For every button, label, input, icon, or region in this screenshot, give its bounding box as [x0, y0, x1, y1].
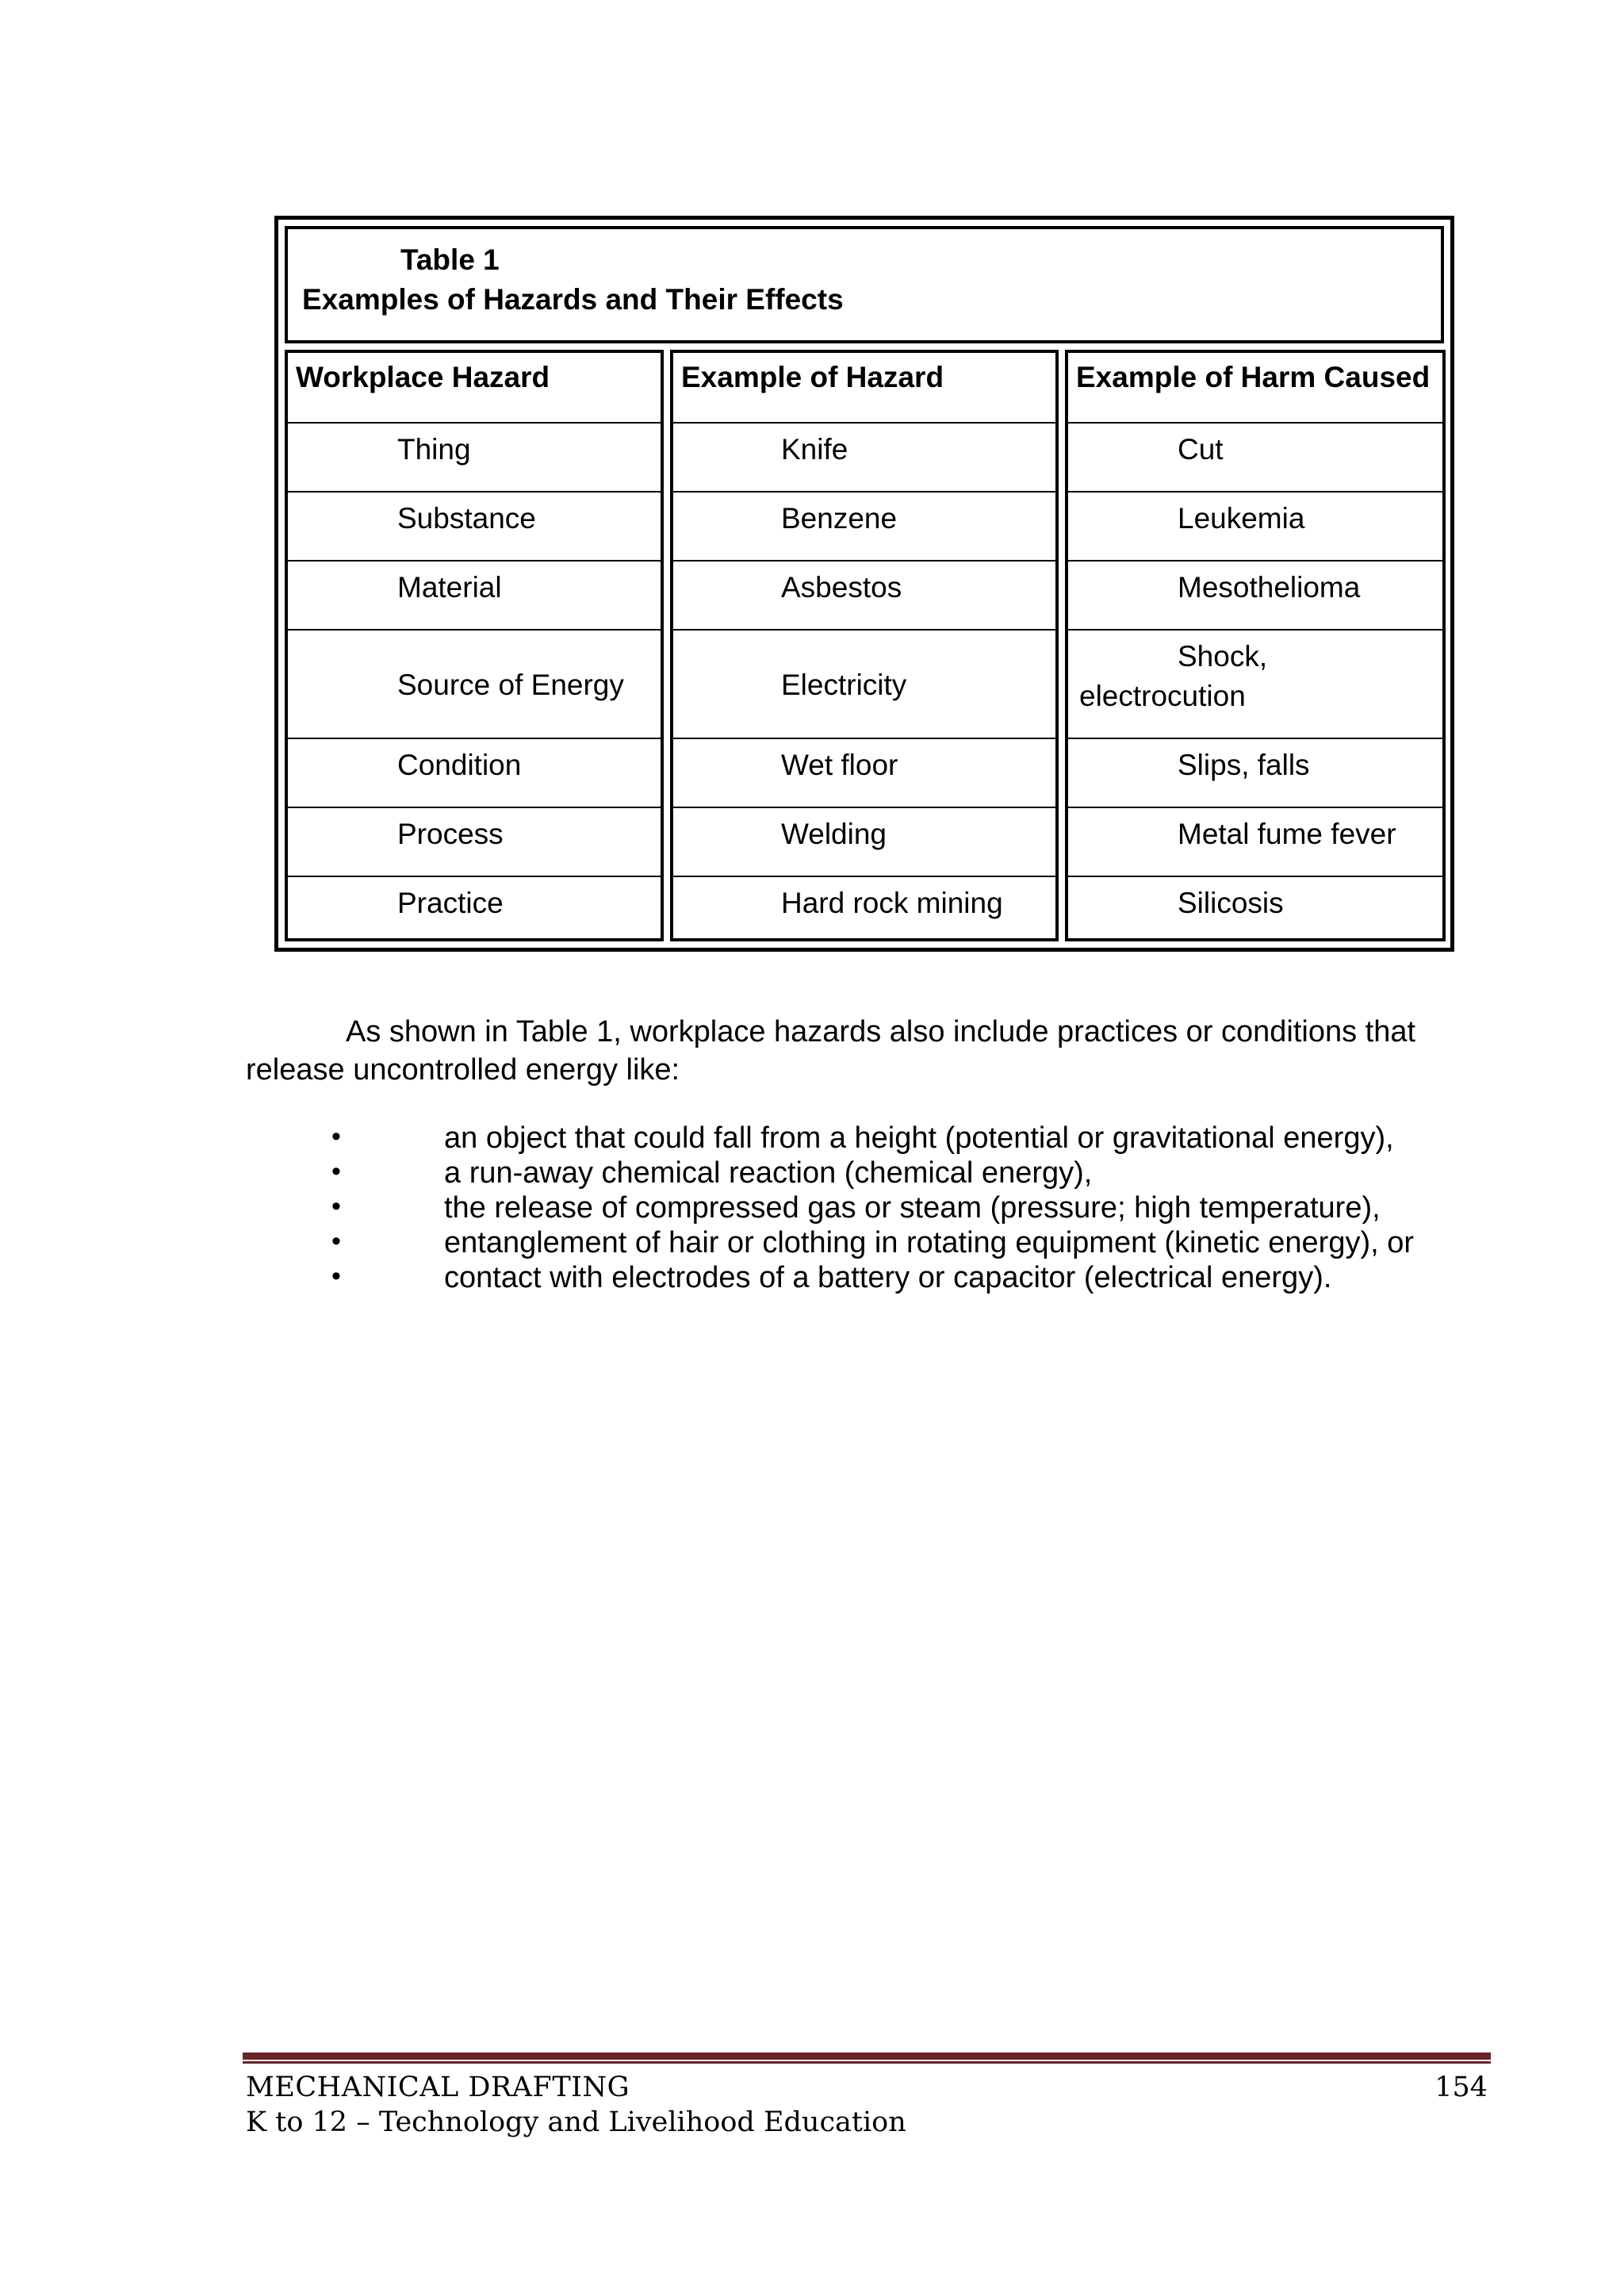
table-header-cell: Example of Hazard — [673, 353, 1055, 424]
table-number: Table 1 — [400, 243, 500, 276]
column-example-of-hazard — [670, 350, 1059, 941]
column-workplace-hazard — [285, 350, 664, 941]
table-cell: Material — [288, 562, 661, 631]
table-cell — [1068, 631, 1442, 739]
footer-rule — [243, 2053, 1491, 2064]
table-cell: Hard rock mining — [781, 887, 1003, 919]
table-cell: Wet floor — [673, 739, 1055, 808]
table-cell: Thing — [288, 424, 661, 493]
table-cell: Slips, falls — [1068, 739, 1442, 808]
table-cell: Knife — [673, 424, 1055, 493]
table-title: Examples of Hazards and Their Effects — [302, 283, 844, 316]
table-cell: Process — [288, 808, 661, 877]
table-cell: Source of Energy — [288, 631, 661, 739]
table-header-cell: Workplace Hazard — [288, 353, 661, 424]
column-example-of-harm — [1065, 350, 1446, 941]
paragraph-line-1: As shown in Table 1, workplace hazards also include practices or conditions that — [346, 1015, 1416, 1048]
table-cell: Condition — [288, 739, 661, 808]
paragraph-line-2: release uncontrolled energy like: — [246, 1053, 680, 1087]
footer-rule-thick — [243, 2053, 1491, 2060]
bullet-icon: • — [331, 1121, 341, 1152]
table-cell: Asbestos — [673, 562, 1055, 631]
footer-rule-thin — [243, 2061, 1491, 2064]
wrapped-cell-line2: electrocution — [1079, 680, 1246, 712]
table-cell: Substance — [288, 493, 661, 562]
table-cell: Mesothelioma — [1068, 562, 1442, 631]
table-cell: Metal fume fever — [1068, 808, 1442, 877]
table-header-cell: Example of Harm Caused — [1068, 353, 1442, 424]
table-cell: Cut — [1068, 424, 1442, 493]
footer-title: MECHANICAL DRAFTING — [246, 2072, 630, 2103]
table-cell: Benzene — [673, 493, 1055, 562]
bullet-icon: • — [331, 1226, 341, 1256]
bullet-icon: • — [331, 1261, 341, 1291]
table-cell: Leukemia — [1068, 493, 1442, 562]
table-cell: Electricity — [673, 631, 1055, 739]
page-number: 154 — [1434, 2072, 1488, 2103]
bullet-icon: • — [331, 1191, 341, 1221]
table-cell: Welding — [673, 808, 1055, 877]
bullet-icon: • — [331, 1156, 341, 1186]
table-caption — [285, 226, 1444, 343]
footer-subtitle: K to 12 – Technology and Livelihood Education — [246, 2106, 906, 2138]
hazards-table — [274, 216, 1454, 952]
table-cell: Silicosis — [1178, 887, 1284, 919]
wrapped-cell-line1: Shock, — [1178, 640, 1268, 673]
table-cell: Practice — [397, 887, 504, 919]
